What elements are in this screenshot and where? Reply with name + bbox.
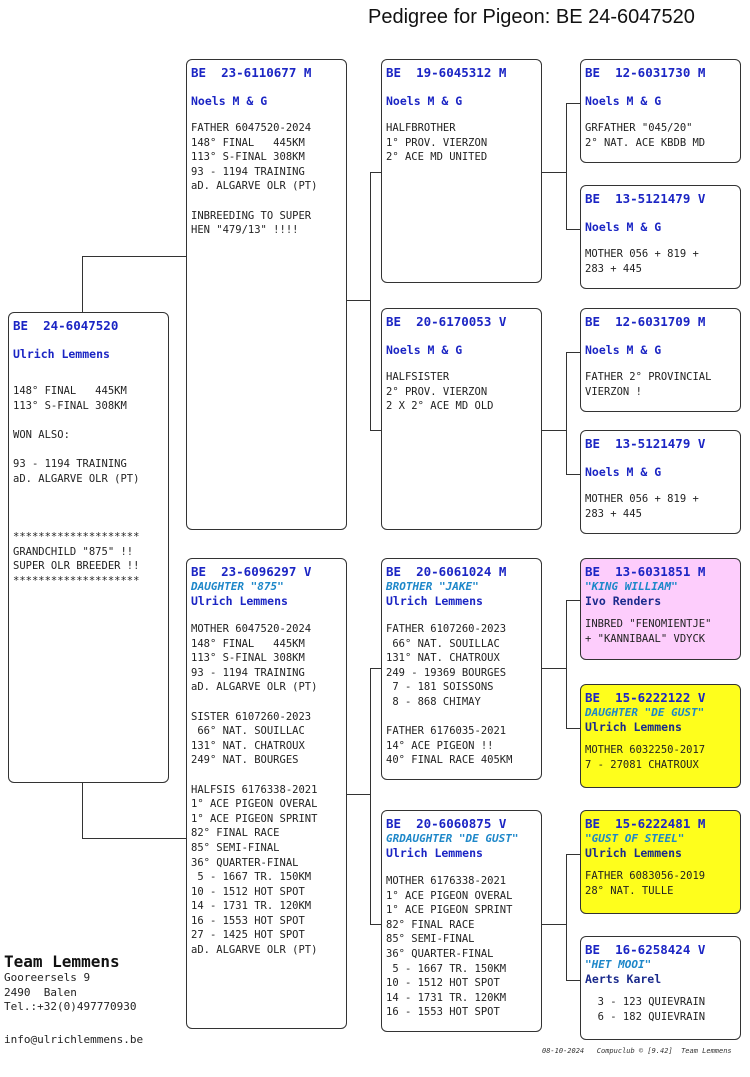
connector-mf-v [566, 600, 567, 728]
great-grandparent-card-1[interactable] [580, 59, 741, 163]
great-grandparent-card-8[interactable] [580, 936, 741, 1040]
nickname: GRDAUGHTER "DE GUST" [386, 832, 519, 845]
pigeon-info: MOTHER 6176338-2021 1° ACE PIGEON OVERAL 1° ACE PIGEON SPRINT 82° FINAL RACE 85° SEMI-FINAL 36° QUARTER-FINAL 5 - 1667 TR. 150KM 10 - 1512 HOT SPOT 14 - 1731 TR. 120KM 16 - 1553 HOT SPOT [386, 875, 513, 1019]
pigeon-info: HALFBROTHER 1° PROV. VIERZON 2° ACE MD UNITED [386, 122, 488, 164]
pigeon-info: HALFSISTER 2° PROV. VIERZON 2 X 2° ACE MD OLD [386, 371, 494, 413]
connector-fm-v [566, 352, 567, 474]
owner-name: Noels M & G [585, 465, 662, 479]
nickname: "GUST OF STEEL" [585, 832, 685, 845]
owner-name: Ulrich Lemmens [585, 720, 682, 734]
connector-mother-v [370, 668, 371, 924]
owner-name: Aerts Karel [585, 972, 662, 986]
owner-name: Noels M & G [585, 343, 662, 357]
ring-number: BE 20-6170053 V [386, 314, 507, 329]
connector-mmf-h [566, 854, 580, 855]
grandmother-paternal-card[interactable] [381, 308, 542, 530]
ring-number: BE 23-6096297 V [191, 564, 312, 579]
nickname: BROTHER "JAKE" [386, 580, 479, 593]
pigeon-info: INBRED "FENOMIENTJE" + "KANNIBAAL" VDYCK [585, 618, 712, 645]
connector-subject-father-v [82, 256, 83, 313]
owner-name: Ulrich Lemmens [386, 846, 483, 860]
footer-credit: 08-10-2024 Compuclub © [9.42] Team Lemmens [542, 1047, 732, 1055]
pigeon-info: MOTHER 6047520-2024 148° FINAL 445KM 113° S-FINAL 308KM 93 - 1194 TRAINING aD. ALGARVE OLR (PT) SISTER 6107260-2023 66° NAT. SOUILLAC 131° NAT. CHATROUX 249° NAT. BOURGES HALFSIS 6176338-2021 1° ACE PIGEON OVERAL 1° ACE PIGEON SPRINT 82° FINAL RACE 85° SEMI-FINAL 36° QUARTER-FINAL 5 - 1667 TR. 150KM 10 - 1512 HOT SPOT 14 - 1731 TR. 120KM 16 - 1553 HOT SPOT 27 - 1425 HOT SPOT aD. ALGARVE OLR (PT) [191, 623, 318, 957]
owner-name: Ulrich Lemmens [386, 594, 483, 608]
pigeon-info: MOTHER 056 + 819 + 283 + 445 [585, 493, 699, 520]
owner-name: Noels M & G [585, 220, 662, 234]
mother-card[interactable] [186, 558, 347, 1029]
connector-fff-h [566, 103, 580, 104]
ring-number: BE 13-5121479 V [585, 191, 706, 206]
grandfather-maternal-card[interactable] [381, 558, 542, 780]
ring-number: BE 20-6061024 M [386, 564, 507, 579]
ring-number: BE 13-5121479 V [585, 436, 706, 451]
team-city: 2490 Balen [4, 985, 77, 999]
connector-fm-out [542, 430, 566, 431]
ring-number: BE 15-6222122 V [585, 690, 706, 705]
father-card[interactable] [186, 59, 347, 530]
pigeon-info: FATHER 2° PROVINCIAL VIERZON ! [585, 371, 712, 398]
connector-mm-v [566, 854, 567, 980]
owner-name: Ulrich Lemmens [585, 846, 682, 860]
owner-name: Noels M & G [386, 94, 463, 108]
pigeon-info: FATHER 6107260-2023 66° NAT. SOUILLAC 131° NAT. CHATROUX 249 - 19369 BOURGES 7 - 181 SOISSONS 8 - 868 CHIMAY FATHER 6176035-2021 14° ACE PIGEON !! 40° FINAL RACE 405KM [386, 623, 513, 767]
connector-father-v [370, 172, 371, 430]
pigeon-info: 148° FINAL 445KM 113° S-FINAL 308KM WON ALSO: 93 - 1194 TRAINING aD. ALGARVE OLR (PT) ******************** GRANDCHILD "875" !! SUPER OLR BREEDER !! ******************** [13, 385, 140, 587]
owner-name: Noels M & G [386, 343, 463, 357]
ring-number: BE 19-6045312 M [386, 65, 507, 80]
ring-number: BE 12-6031709 M [585, 314, 706, 329]
owner-name: Ulrich Lemmens [13, 347, 110, 361]
connector-fmm-h [566, 474, 580, 475]
nickname: DAUGHTER "875" [191, 580, 284, 593]
nickname: DAUGHTER "DE GUST" [585, 706, 705, 719]
team-contact [4, 952, 136, 1015]
nickname: "HET MOOI" [585, 958, 652, 971]
pigeon-info: FATHER 6047520-2024 148° FINAL 445KM 113° S-FINAL 308KM 93 - 1194 TRAINING aD. ALGARVE OLR (PT) INBREEDING TO SUPER HEN "479/13" !!!! [191, 122, 318, 237]
connector-ffm-h [566, 229, 580, 230]
pigeon-info: 3 - 123 QUIEVRAIN 6 - 182 QUIEVRAIN [597, 996, 706, 1023]
team-email[interactable]: info@ulrichlemmens.be [4, 1033, 144, 1046]
connector-mother-h [346, 794, 370, 795]
great-grandparent-card-5[interactable] [580, 558, 741, 660]
connector-mfm-h [566, 728, 580, 729]
great-grandparent-card-6[interactable] [580, 684, 741, 788]
team-address: Gooreersels 9 [4, 971, 91, 984]
subject-card[interactable] [8, 312, 169, 783]
page-title: Pedigree for Pigeon: BE 24-6047520 [368, 6, 695, 28]
connector-mm-out [542, 924, 566, 925]
ring-number: BE 24-6047520 [13, 318, 119, 333]
team-name: Team Lemmens [4, 952, 120, 971]
connector-subject-father-h [82, 256, 187, 257]
connector-subject-mother-v [82, 782, 83, 838]
great-grandparent-card-4[interactable] [580, 430, 741, 534]
connector-mff-h [566, 600, 580, 601]
pigeon-info: GRFATHER "045/20" 2° NAT. ACE KBDB MD [585, 122, 706, 149]
connector-subject-mother-h [82, 838, 187, 839]
connector-ff-v [566, 103, 567, 229]
owner-name: Ivo Renders [585, 594, 662, 608]
ring-number: BE 20-6060875 V [386, 816, 507, 831]
ring-number: BE 16-6258424 V [585, 942, 706, 957]
ring-number: BE 23-6110677 M [191, 65, 312, 80]
ring-number: BE 12-6031730 M [585, 65, 706, 80]
grandfather-paternal-card[interactable] [381, 59, 542, 283]
owner-name: Ulrich Lemmens [191, 594, 288, 608]
great-grandparent-card-3[interactable] [580, 308, 741, 412]
grandmother-maternal-card[interactable] [381, 810, 542, 1032]
connector-mmm-h [566, 980, 580, 981]
connector-ff-out [542, 172, 566, 173]
great-grandparent-card-2[interactable] [580, 185, 741, 289]
pigeon-info: MOTHER 6032250-2017 7 - 27081 CHATROUX [585, 744, 706, 771]
nickname: "KING WILLIAM" [585, 580, 678, 593]
owner-name: Noels M & G [585, 94, 662, 108]
pigeon-info: FATHER 6083056-2019 28° NAT. TULLE [585, 870, 706, 897]
connector-fmf-h [566, 352, 580, 353]
great-grandparent-card-7[interactable] [580, 810, 741, 914]
ring-number: BE 13-6031851 M [585, 564, 706, 579]
ring-number: BE 15-6222481 M [585, 816, 706, 831]
pigeon-info: MOTHER 056 + 819 + 283 + 445 [585, 248, 699, 275]
connector-father-h [346, 300, 370, 301]
owner-name: Noels M & G [191, 94, 268, 108]
team-phone: Tel.:+32(0)497770930 [4, 1000, 137, 1013]
connector-mf-out [542, 668, 566, 669]
